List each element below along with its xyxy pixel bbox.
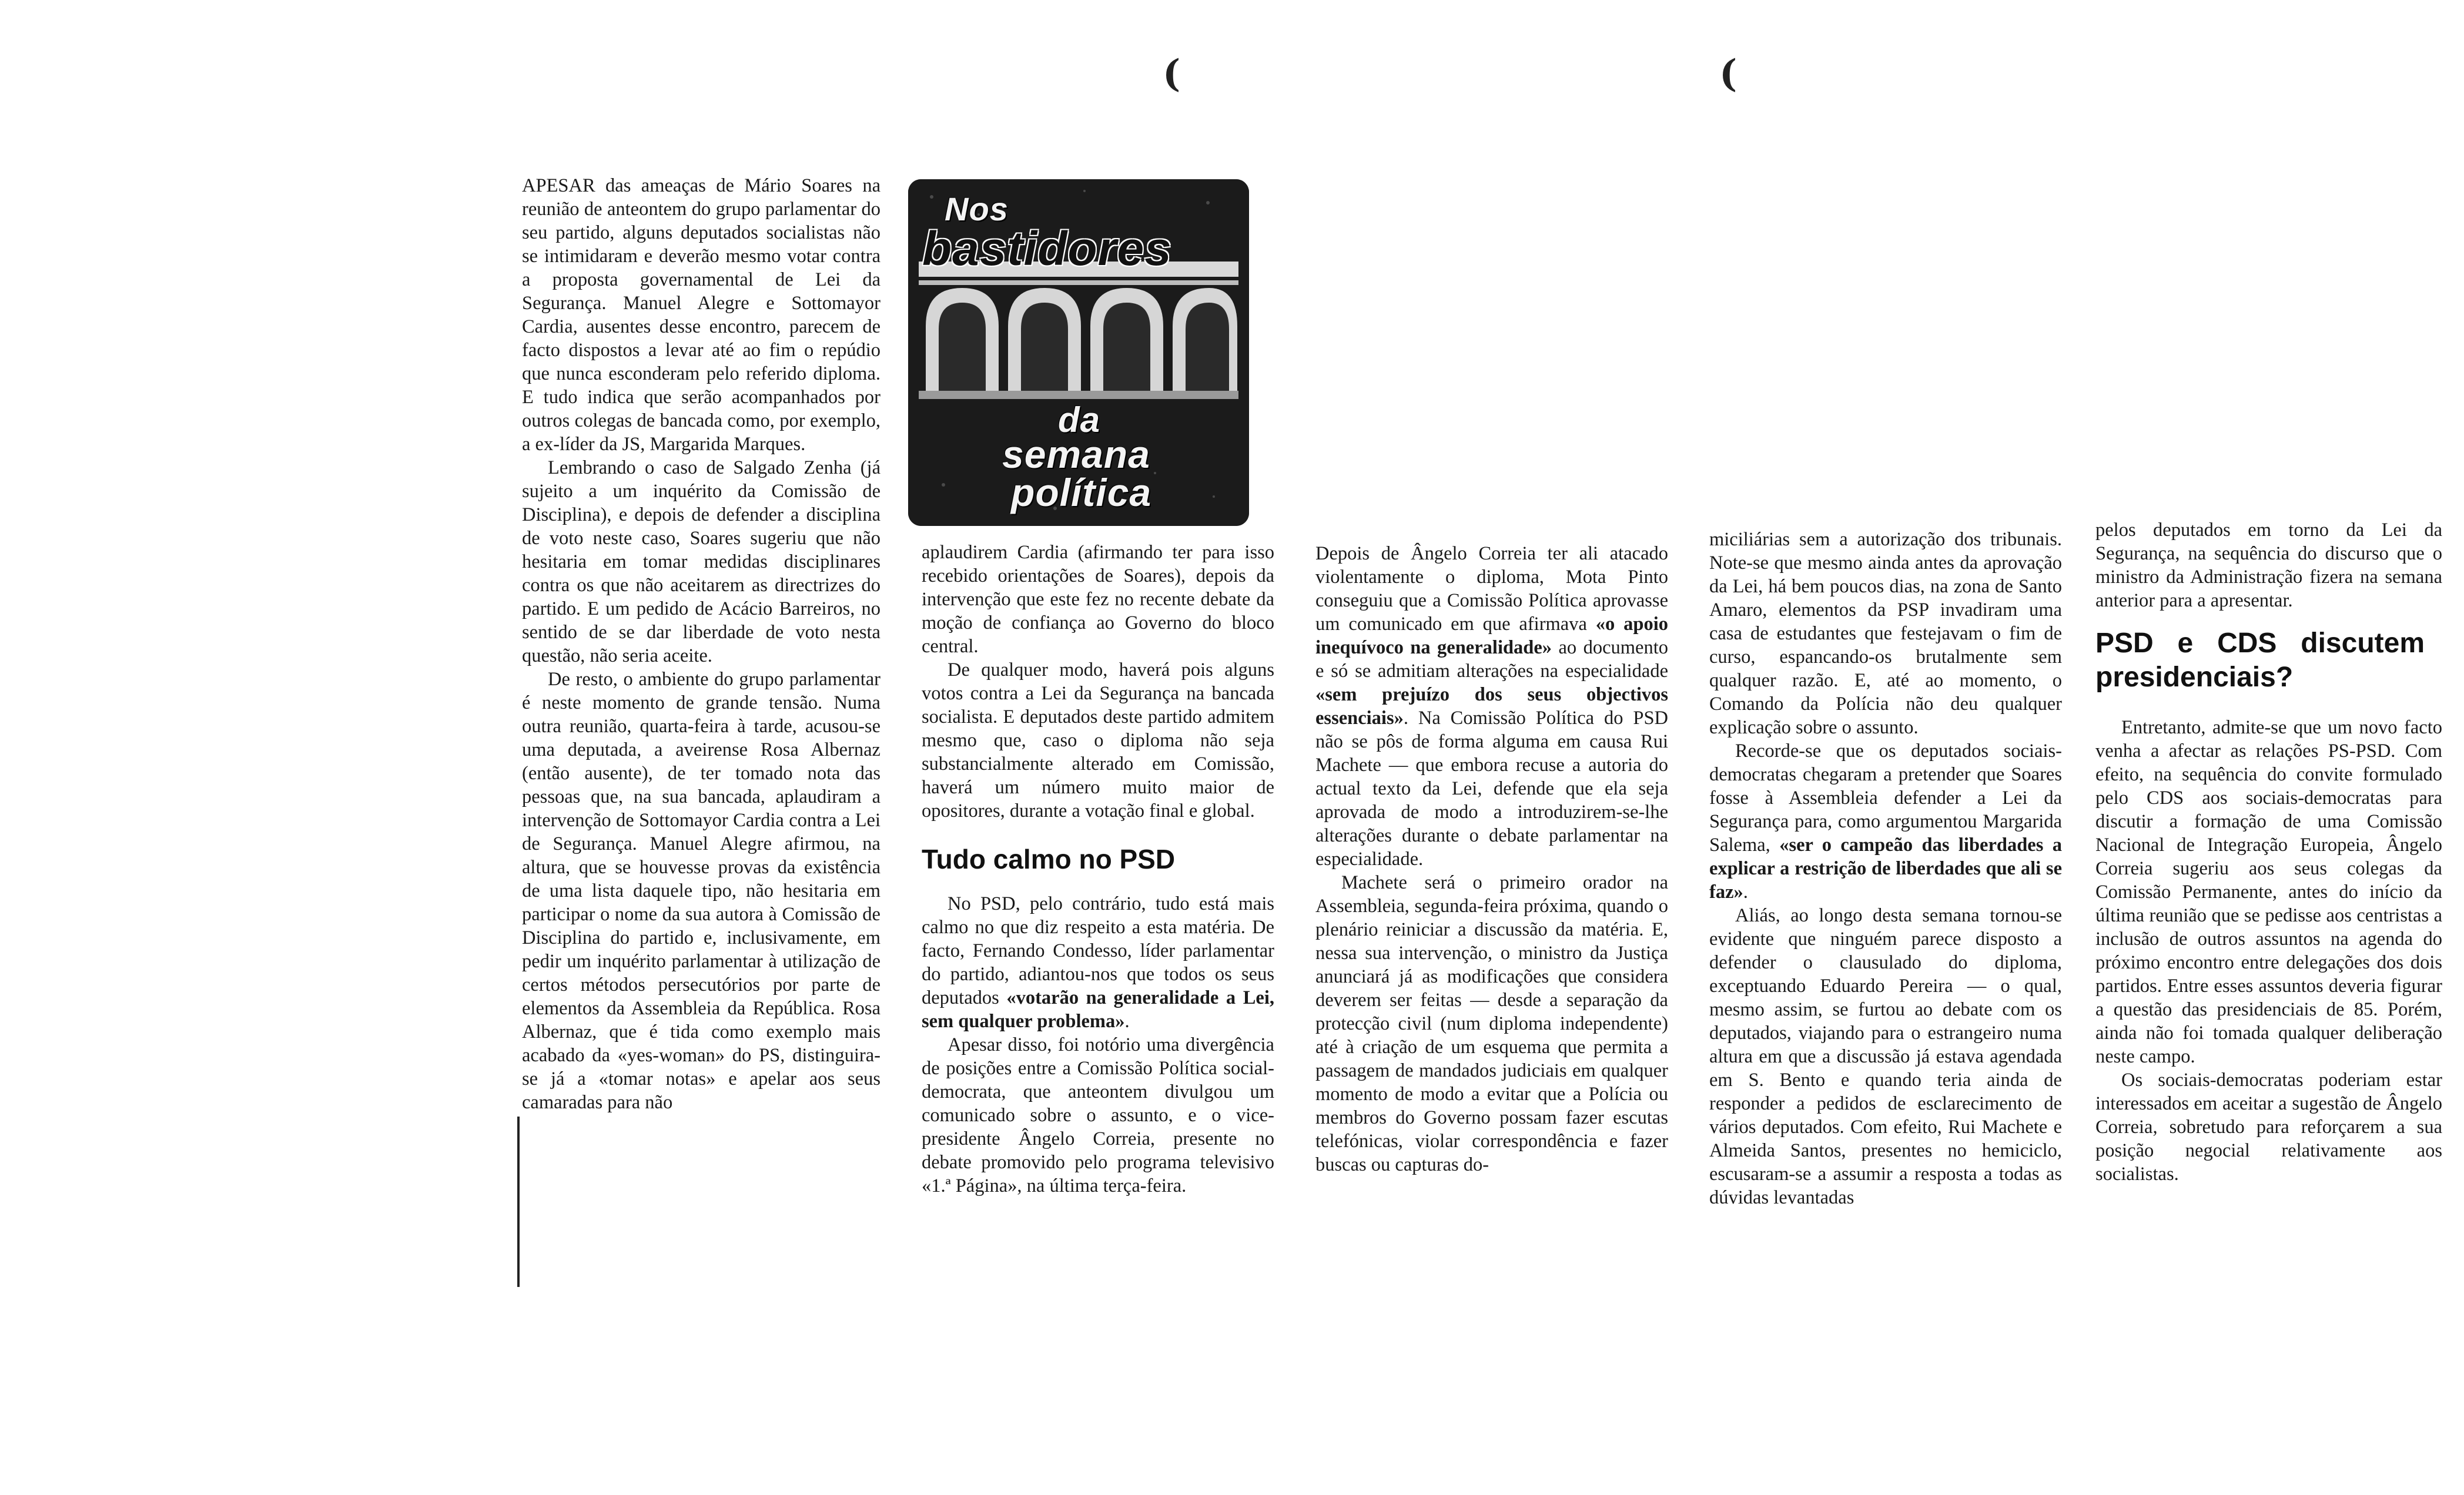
col3-paragraph-1: Depois de Ângelo Correia ter ali atacado violentamente o diploma, Mota Pinto conseguiu que a Comissão Política aprovasse um comunicado em que afirmava «o apoio inequívoco na generalidade» ao documento e só se admitiam alterações na especialidade «sem prejuízo dos seus objectivos essenciais». Na Comissão Política do PSD não se pôs de forma alguma em causa Rui Machete — que embora recuse a autoria do actual texto da Lei, defende que ela seja aprovada de modo a introduzirem-se-lhe alterações durante o debate parlamentar na especialidade. [1315, 543, 1668, 870]
quote-votarao: «votarão na generalidade a Lei, sem qualquer problema» [922, 987, 1274, 1032]
left-rule [517, 1117, 520, 1287]
subheading-psd-cds: PSD e CDS discutem presidenciais? [2095, 628, 2425, 693]
col1-paragraph-2: Lembrando o caso de Salgado Zenha (já sujeito a um inquérito da Comissão de Disciplina), e depois de defender a disciplina de voto neste caso, Soares sugeriu que não hesitaria em tomar medidas disciplinares contra os que não aceitarem as directrizes do partido. E um pedido de Acácio Barreiros, no sentido de se dar liberdade de voto nesta questão, não seria aceite. [522, 457, 881, 666]
logo-line-semana: semana [1002, 433, 1150, 476]
col1-paragraph-1: APESAR das ameaças de Mário Soares na reunião de anteontem do grupo parlamentar do seu partido, alguns deputados socialistas não se intimidaram e deverão mesmo votar contra a proposta governamental de Lei da Segurança. Manuel Alegre e Sottomayor Cardia, ausentes desse encontro, parecem de facto dispostos a levar até ao fim o repúdio que nunca esconderam pelo referido diploma. E tudo indica que serão acompanhados por outros colegas de bancada como, por exemplo, a ex-líder da JS, Margarida Marques. [522, 175, 881, 455]
section-logo [908, 179, 1249, 526]
quote-campeao-liberdades: «ser o campeão das liberdades a explicar a restrição de liberdades que ali se faz» [1709, 834, 2062, 903]
logo-line-bastidores: bastidores [922, 222, 1172, 276]
quote-sem-prejuizo: «sem prejuízo dos seus objectivos essenciais» [1315, 684, 1668, 729]
article-column-2 [922, 541, 1274, 1198]
col3-paragraph-2: Machete será o primeiro orador na Assembleia, segunda-feira próxima, quando o plenário reiniciar a discussão da matéria. E, nessa sua intervenção, o ministro da Justiça anunciará já as modificações que considera deverem ser feitas — desde a separação da protecção civil (num diploma independente) até à criação de um esquema que permita a passagem de mandados judiciais em qualquer momento de modo a evitar que a Polícia ou membros do Governo possam fazer escutas telefónicas, violar correspondência e fazer buscas ou capturas do- [1315, 872, 1668, 1175]
paren-mark-right: ( [1719, 52, 1737, 96]
col2-paragraph-2: De qualquer modo, haverá pois alguns votos contra a Lei da Segurança na bancada socialista. E deputados deste partido admitem mesmo que, caso o diploma não seja substancialmente alterado em Comissão, haverá um número muito maior de opositores, durante a votação final e global. [922, 659, 1274, 822]
col2-paragraph-3: No PSD, pelo contrário, tudo está mais calmo no que diz respeito a esta matéria. De facto, Fernando Condesso, líder parlamentar do partido, adiantou-nos que todos os seus deputados «votarão na generalidade a Lei, sem qualquer problema». [922, 893, 1274, 1032]
logo-line-nos: Nos [945, 190, 1009, 227]
quote-apoio-inequivoco: «o apoio inequívoco na generalidade» [1315, 614, 1668, 658]
logo-line-da: da [1058, 400, 1101, 440]
col4-paragraph-3: Aliás, ao longo desta semana tornou-se evidente que ninguém parece disposto a defender o clausulado do diploma, exceptuando Eduardo Pereira — o qual, mesmo assim, se furtou ao debate com os deputados, viajando para o estrangeiro numa altura em que a discussão já estava agendada em S. Bento e quando teria ainda de responder a pedidos de esclarecimento de vários deputados. Com efeito, Rui Machete e Almeida Santos, presentes no hemiciclo, escusaram-se a assumir a resposta a todas as dúvidas levantadas [1709, 905, 2062, 1208]
col5-paragraph-2: Entretanto, admite-se que um novo facto venha a afectar as relações PS-PSD. Com efeito, na sequência do convite formulado pelo CDS aos sociais-democratas para discutir a formação de uma Comissão Nacional de Integração Europeia, Ângelo Correia sugeriu aos seus colegas da Comissão Permanente, antes do início da última reunião que se pedisse aos centristas a inclusão de outros assuntos na agenda do próximo encontro entre delegações dos dois partidos. Entre esses assuntos deveria figurar a questão das presidenciais de 85. Porém, ainda não foi tomada qualquer deliberação neste campo. [2095, 717, 2442, 1067]
article-column-5 [2095, 518, 2442, 1186]
col4-paragraph-2: Recorde-se que os deputados sociais-democratas chegaram a pretender que Soares fosse à Assembleia defender a Lei da Segurança para, como argumentou Margarida Salema, «ser o campeão das liberdades a explicar a restrição de liberdades que ali se faz». [1709, 740, 2062, 903]
col2-paragraph-1: aplaudirem Cardia (afirmando ter para isso recebido orientações de Soares), depois da intervenção que este fez no recente debate da moção de confiança ao Governo do bloco central. [922, 542, 1274, 657]
col5-paragraph-1: pelos deputados em torno da Lei da Segurança, na sequência do discurso que o ministro da Administração fizera na semana anterior para a apresentar. [2095, 519, 2442, 611]
col4-paragraph-1: miciliárias sem a autorização dos tribunais. Note-se que mesmo ainda antes da aprovação da Lei, há bem poucos dias, na zona de Santo Amaro, elementos da PSP invadiram uma casa de estudantes que festejavam o fim de curso, espancando-os brutalmente sem qualquer razão. E, até ao momento, o Comando da Polícia não deu qualquer explicação sobre o assunto. [1709, 529, 2062, 738]
paren-mark-left: ( [1163, 52, 1181, 96]
col5-paragraph-3: Os sociais-democratas poderiam estar interessados em aceitar a sugestão de Ângelo Correia, sobretudo para reforçarem a sua posição negocial relativamente aos socialistas. [2095, 1070, 2442, 1185]
article-column-3 [1315, 542, 1668, 1176]
article-column-1 [522, 174, 881, 1114]
subheading-tudo-calmo: Tudo calmo no PSD [922, 844, 1176, 874]
col1-paragraph-3: De resto, o ambiente do grupo parlamentar é neste momento de grande tensão. Numa outra reunião, quarta-feira à tarde, acusou-se uma deputada, a aveirense Rosa Albernaz (então ausente), de ter tomado nota das pessoas que, na sua bancada, aplaudiram a intervenção de Sottomayor Cardia contra a Lei de Segurança. Manuel Alegre afirmou, na altura, que se houvesse provas da existência de uma lista daquele tipo, não hesitaria em participar o nome da sua autora à Comissão de Disciplina do partido e, inclusivamente, em pedir um inquérito parlamentar à utilização de certos métodos persecutórios por parte de elementos da Assembleia da República. Rosa Albernaz, que é tida como exemplo mais acabado da «yes-woman» do PS, distinguira-se já a «tomar notas» e apelar aos seus camaradas para não [522, 669, 881, 1113]
article-column-4 [1709, 528, 2062, 1209]
col2-paragraph-4: Apesar disso, foi notório uma divergência de posições entre a Comissão Política social-democrata, que anteontem divulgou um comunicado sobre o assunto, e o vice-presidente Ângelo Correia, presente no debate promovido pelo programa televisivo «1.ª Página», na última terça-feira. [922, 1034, 1274, 1196]
logo-line-politica: política [1011, 471, 1152, 514]
